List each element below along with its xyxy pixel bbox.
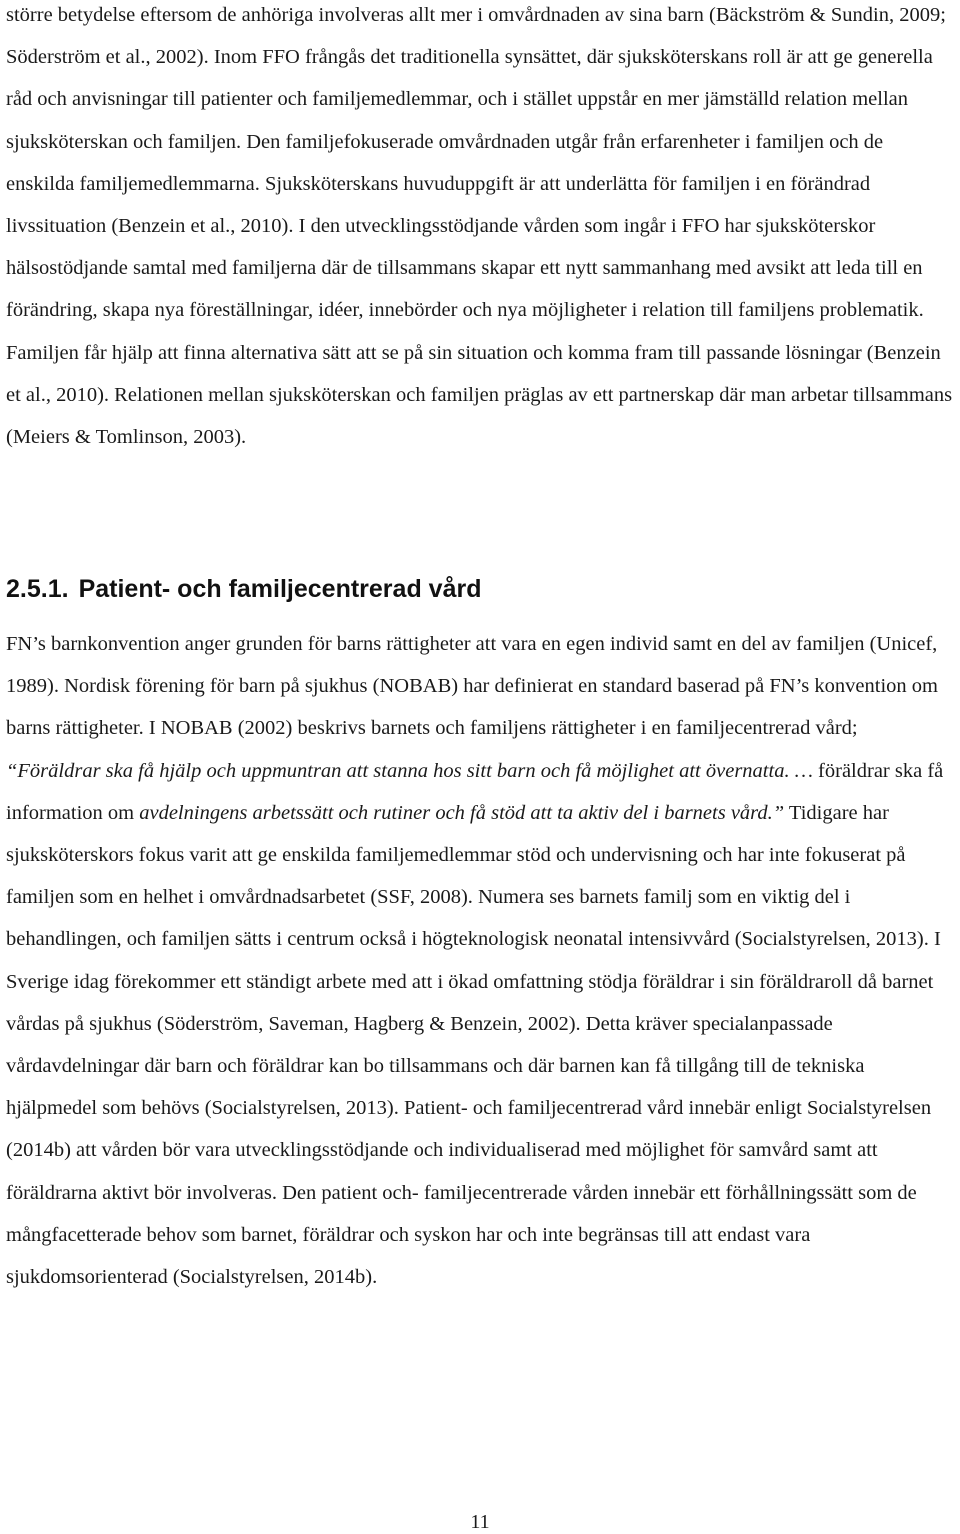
quote-italic-2: avdelningens arbetssätt och rutiner och få stöd att ta aktiv del i barnets vård.” [139,801,785,824]
section-number: 2.5.1. [6,575,69,603]
page-number: 11 [470,1511,490,1533]
paragraph-rest-text: Tidigare har sjuksköterskors fokus varit att ge enskilda familjemedlemmar stöd och undervisning och har inte fokuserat på familjen som en helhet i omvårdnadsarbetet (SSF, 2008). Numera ses barnets familj som en viktig del i behandlingen, och familjen sätts i centrum också i högteknologisk neonatal intensivvård (Socialstyrelsen, 2013). I Sverige idag förekommer ett ständigt arbete med att i ökad omfattning stödja föräldrar i sin föräldraroll då barnet vårdas på sjukhus (Söderström, Saveman, Hagberg & Benzein, 2002). Detta kräver specialanpassade vårdavdelningar där barn och föräldrar kan bo tillsammans och där barnen kan få tillgång till de tekniska hjälpmedel som behövs (Socialstyrelsen, 2013). Patient- och familjecentrerad vård innebär enligt Socialstyrelsen (2014b) att vården bör vara utvecklingsstödjande och individualiserad med möjlighet för samvård samt att föräldrarna aktivt bör involveras. Den patient och- familjecentrerade vården innebär ett förhållningssätt som de mångfacetterade behov som barnet, föräldrar och syskon har och inte begränsas till att endast vara sjukdomsorienterad (Socialstyrelsen, 2014b). [6,801,941,1289]
quote-italic-1: “Föräldrar ska få hjälp och uppmuntran att stanna hos sitt barn och få möjlighet att övernatta. … [6,759,819,782]
section-heading [6,571,481,607]
section-title: Patient- och familjecentrerad vård [78,575,482,603]
body-paragraph-1: större betydelse eftersom de anhöriga involveras allt mer i omvårdnaden av sina barn (Bäckström & Sundin, 2009; Söderström et al., 2002). Inom FFO frångås det traditionella synsättet, där sjuksköterskans roll är att ge generella råd och anvisningar till patienter och familjemedlemmar, och i stället uppstår en mer jämställd relation mellan sjuksköterskan och familjen. Den familjefokuserade omvårdnaden utgår från erfarenheter i familjen och de enskilda familjemedlemmarna. Sjuksköterskans huvuduppgift är att underlätta för familjen i en förändrad livssituation (Benzein et al., 2010). I den utvecklingsstödjande vården som ingår i FFO har sjuksköterskor hälsostödjande samtal med familjerna där de tillsammans skapar ett nytt sammanhang med avsikt att leda till en förändring, skapa nya föreställningar, idéer, innebörder och nya möjligheter i relation till familjens problematik. Familjen får hjälp att finna alternativa sätt att se på sin situation och komma fram till passande lösningar (Benzein et al., 2010). Relationen mellan sjuksköterskan och familjen präglas av ett partnerskap där man arbetar tillsammans (Meiers & Tomlinson, 2003). [6,4,953,449]
body-paragraph-2 [6,623,954,1298]
paragraph-mid-text: föräldrar ska få information om [6,759,944,824]
paragraph-lead-text: FN’s barnkonvention anger grunden för barns rättigheter att vara en egen individ samt en del av familjen (Unicef, 1989). Nordisk förening för barn på sjukhus (NOBAB) har definierat en standard baserad på FN’s konvention om barns rättigheter. I NOBAB (2002) beskrivs barnets och familjens rättigheter i en familjecentrerad vård; [6,633,938,740]
